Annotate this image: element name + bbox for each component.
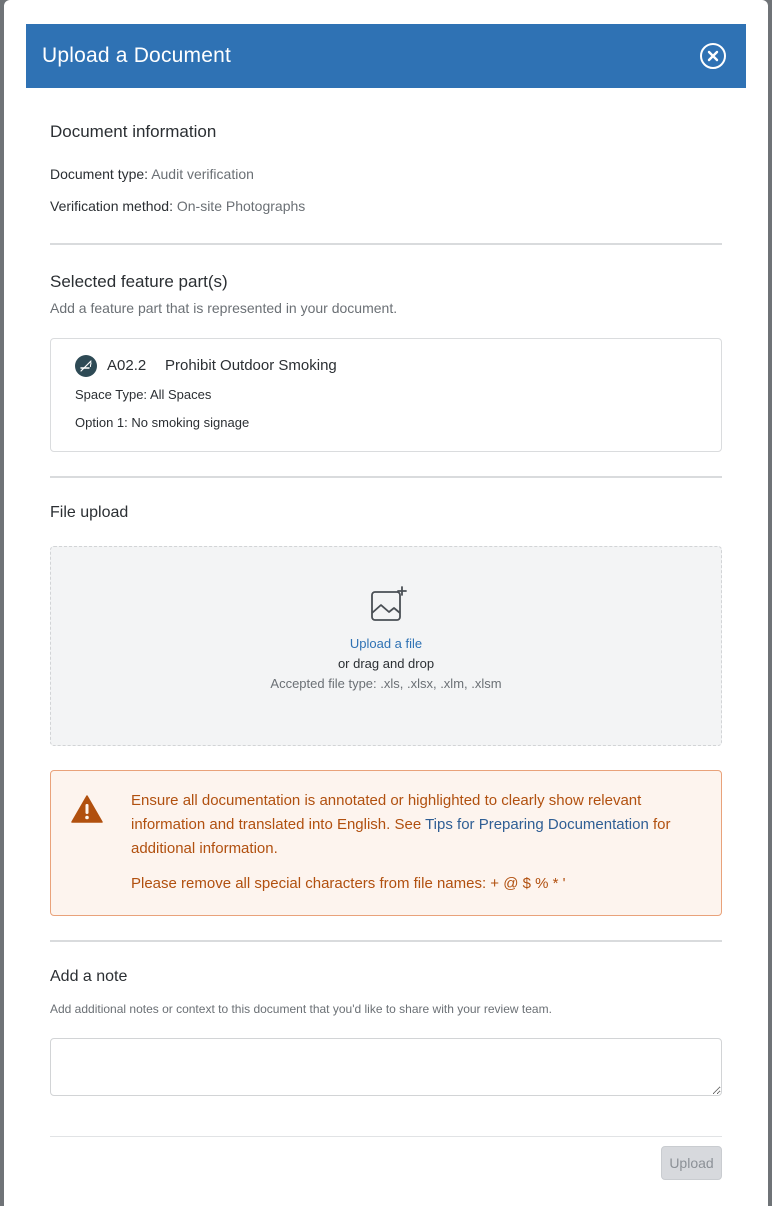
option-value: No smoking signage	[131, 415, 250, 430]
document-type-label: Document type:	[50, 166, 149, 182]
add-note-heading: Add a note	[50, 968, 128, 985]
no-smoking-icon	[75, 355, 97, 377]
add-note-subtext: Add additional notes or context to this document that you'd like to share with your review team.	[50, 1002, 552, 1016]
modal-title: Upload a Document	[42, 44, 232, 67]
space-type-value: All Spaces	[149, 387, 212, 402]
section-divider	[50, 940, 722, 942]
document-type-row	[50, 166, 254, 182]
verification-method-row	[50, 198, 305, 214]
feature-name: Prohibit Outdoor Smoking	[165, 357, 337, 374]
selected-features-heading: Selected feature part(s)	[50, 272, 228, 291]
feature-part-card[interactable]	[50, 338, 722, 452]
option-label: Option 1:	[75, 415, 128, 430]
upload-file-link[interactable]: Upload a file	[349, 636, 423, 651]
verification-method-label: Verification method:	[50, 198, 173, 214]
image-add-icon	[369, 585, 409, 625]
upload-document-modal	[4, 0, 768, 1206]
feature-code: A02.2	[107, 357, 147, 374]
file-upload-heading: File upload	[50, 504, 129, 521]
warning-triangle-icon	[71, 795, 103, 823]
file-dropzone[interactable]	[50, 546, 722, 746]
warning-text-before: Ensure all documentation is annotated or highlighted to clearly show relevant information and translated into English. See	[131, 792, 642, 833]
close-icon[interactable]	[700, 43, 726, 69]
accepted-file-types: Accepted file type: .xls, .xlsx, .xlm, .xlsm	[270, 676, 502, 691]
tips-documentation-link[interactable]: Tips for Preparing Documentation	[425, 816, 649, 833]
upload-button[interactable]: Upload	[661, 1146, 722, 1180]
space-type-label: Space Type:	[75, 387, 148, 402]
modal-header	[26, 24, 746, 88]
document-type-value: Audit verification	[151, 166, 254, 182]
footer-divider	[50, 1136, 722, 1137]
special-characters-warning: Please remove all special characters from file names: + @ $ % * '	[131, 875, 566, 892]
note-textarea[interactable]	[50, 1038, 722, 1096]
section-divider	[50, 476, 722, 478]
selected-features-subtext: Add a feature part that is represented in your document.	[50, 300, 398, 316]
verification-method-value: On-site Photographs	[176, 198, 306, 214]
drag-drop-text: or drag and drop	[337, 656, 435, 671]
space-type-row	[75, 387, 211, 402]
document-info-heading: Document information	[50, 122, 217, 141]
warning-message	[131, 789, 703, 861]
warning-alert	[50, 770, 722, 916]
warning-text-after: for additional information.	[131, 816, 671, 857]
section-divider	[50, 243, 722, 245]
option-row	[75, 415, 249, 430]
